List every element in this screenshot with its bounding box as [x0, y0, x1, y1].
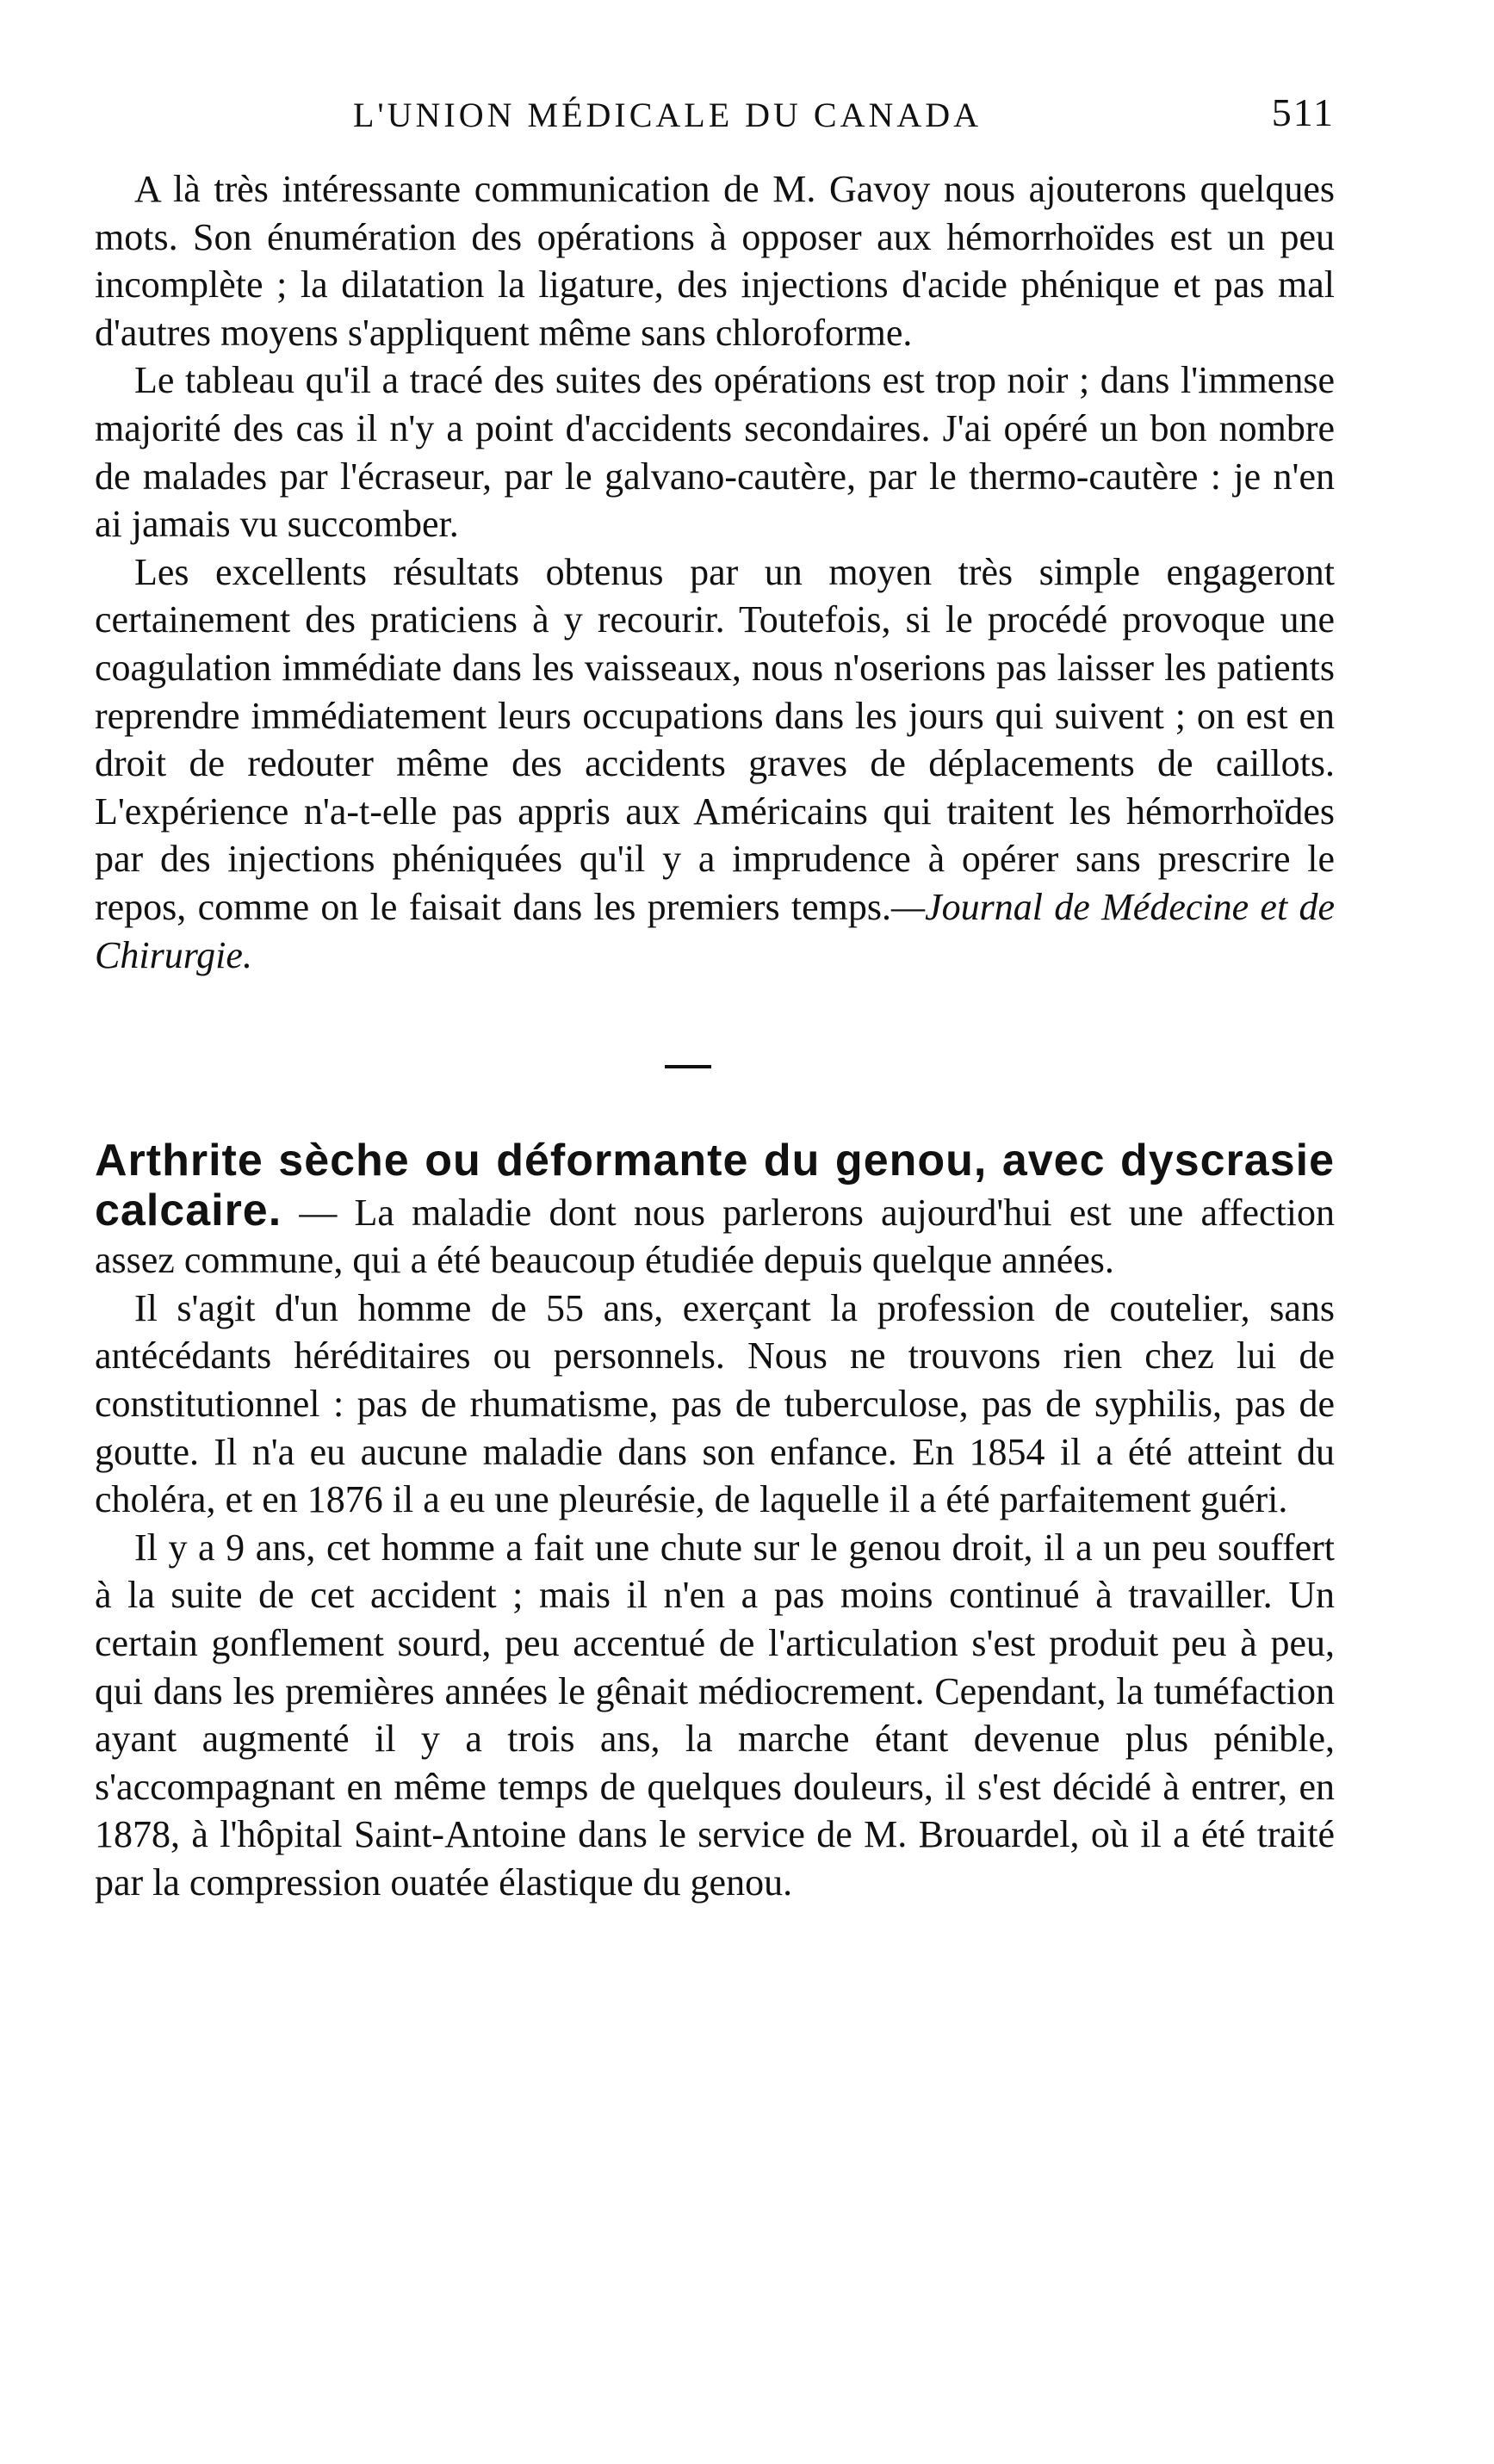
article-paragraph-2: Il y a 9 ans, cet homme a fait une chute sur le genou droit, il a un peu souffert à la suite de cet accident ; mais il n'en a pas moins continué à travailler. Un certain gonflement sourd, peu accentué de l'articulation s'est produit peu à peu, qui dans les premières années le gênait médiocrement. Cependant, la tuméfaction ayant augmenté il y a trois ans, la marche étant devenue plus pénible, s'accompagnant en même temps de quelques douleurs, il s'est décidé à entrer, en 1878, à l'hôpital Saint-Antoine dans le service de M. Brouardel, où il a été traité par la compression ouatée élastique du genou.: [95, 1526, 1335, 1904]
paragraph-commentary-3-text: Les excellents résultats obtenus par un moyen très simple engageront certainement des praticiens à y recourir. Toutefois, si le procédé provoque une coagulation immédiate dans les vaisseaux, nous n'oserions pas laisser les patients reprendre immédiatement leurs occupations dans les jours qui suivent ; on est en droit de redouter même des accidents graves de déplacements de caillots. L'expérience n'a-t-elle pas appris aux Américains qui traitent les hémorrhoïdes par des injections phéniquées qu'il y a imprudence à opérer sans prescrire le repos, comme on le faisait dans les premiers temps.: [95, 550, 1335, 928]
citation-journal: —Journal de Médecine et de Chirurgie.: [95, 885, 1336, 976]
article-lead-paragraph: [95, 1137, 1335, 1285]
document-page: [95, 90, 1336, 1907]
article-paragraph-1: Il s'agit d'un homme de 55 ans, exerçant la profession de coutelier, sans antécédants héréditaires ou personnels. Nous ne trouvons rien chez lui de constitutionnel : pas de rhumatisme, pas de tuberculose, pas de syphilis, pas de goutte. Il n'a eu aucune maladie dans son enfance. En 1854 il a été atteint du choléra, et en 1876 il a eu une pleurésie, de laquelle il a été parfaitement guéri.: [95, 1286, 1335, 1521]
article-lead-text: — La maladie dont nous parlerons aujourd'hui est une affection assez commune, qui a été beaucoup étudiée depuis quelque années.: [95, 1191, 1335, 1282]
paragraph-commentary-1: A là très intéressante communication de M. Gavoy nous ajouterons quelques mots. Son énumération des opérations à opposer aux hémorrhoïdes est un peu incomplète ; la dilatation la ligature, des injections d'acide phénique et pas mal d'autres moyens s'appliquent même sans chloroforme.: [95, 168, 1335, 354]
section-divider: [665, 1065, 711, 1068]
article-title: Arthrite sèche ou déformante du genou, avec dyscrasie calcaire.: [95, 1136, 1335, 1235]
page-number: 511: [1271, 90, 1335, 134]
running-title: L'UNION MÉDICALE DU CANADA: [353, 96, 983, 134]
paragraph-commentary-3: [95, 548, 1335, 979]
article-arthrite: [95, 1137, 1335, 1907]
paragraph-commentary-2: Le tableau qu'il a tracé des suites des opérations est trop noir ; dans l'immense majorité des cas il n'y a point d'accidents secondaires. J'ai opéré un bon nombre de malades par l'écraseur, par le galvano-cautère, par le thermo-cautère : je n'en ai jamais vu succomber.: [95, 359, 1335, 546]
section-hemorrhoids-commentary: [95, 165, 1335, 979]
running-header: [95, 90, 1335, 155]
